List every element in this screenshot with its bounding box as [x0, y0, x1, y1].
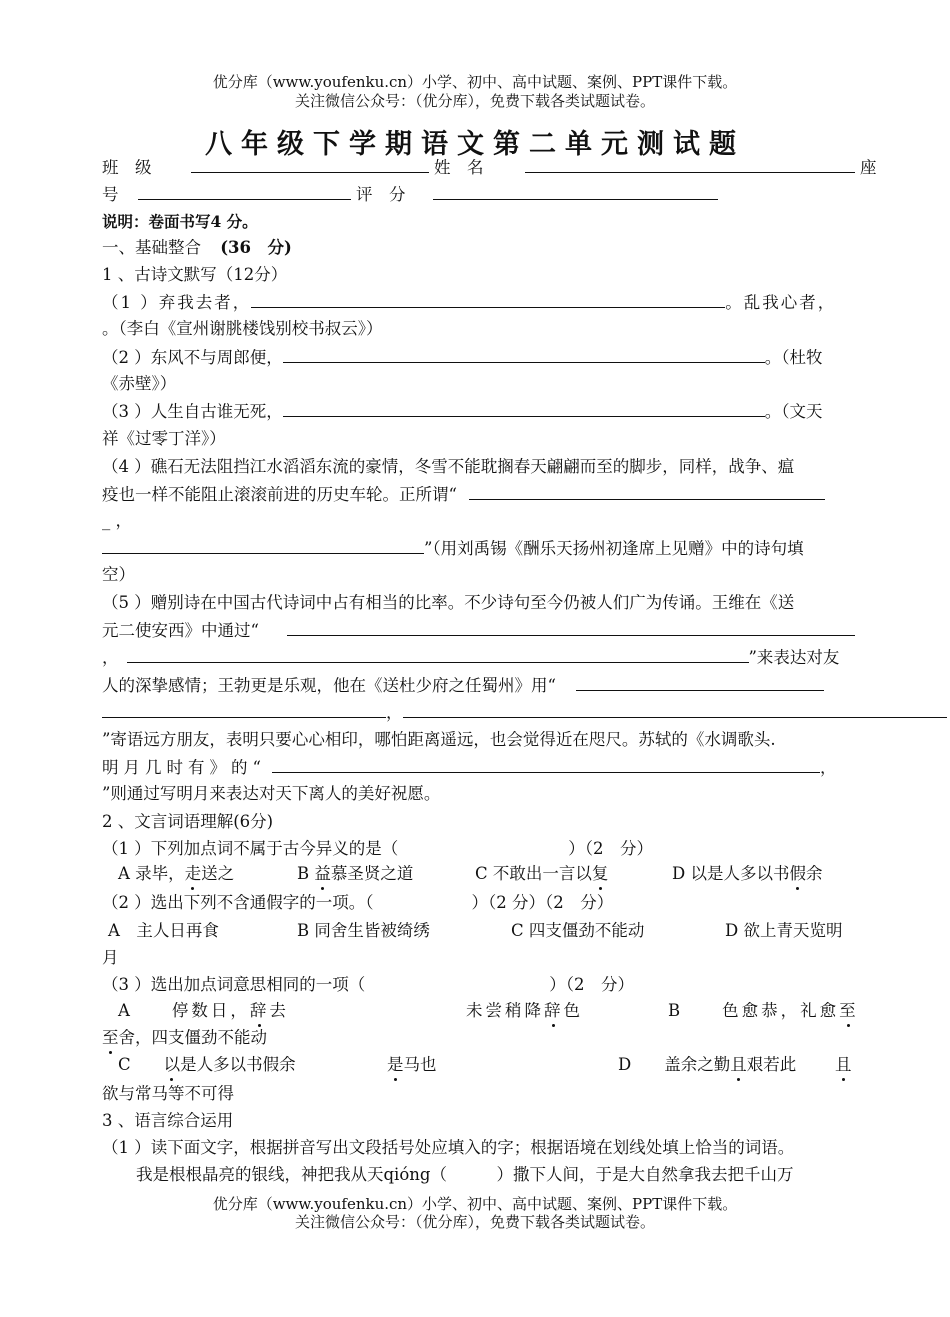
q1-5-blank-6[interactable] — [272, 756, 820, 773]
q1-item-5-line-4: 人的深挚感情；王勃更是乐观，他在《送杜少府之任蜀州》用“ — [102, 674, 824, 697]
q1-4-blank-2[interactable] — [102, 537, 424, 554]
q2-2-option-d-wrap: 月 — [102, 948, 119, 967]
q1-item-4-line-3: _ ， — [102, 511, 132, 530]
page-header-line-1: 优分库（www.youfenku.cn）小学、初中、高中试题、案例、PPT课件下载。 — [212, 73, 738, 91]
q2-3-option-c-2[interactable]: 是马也 — [387, 1055, 437, 1074]
q1-item-1-source: 。（李白《宣州谢朓楼饯别校书叔云》） — [102, 319, 383, 338]
q1-item-1: （1 ）弃我去者， 。乱我心者， — [102, 293, 837, 312]
q2-3-option-d-1[interactable]: D 盖余之勤且艰若此 — [618, 1055, 797, 1074]
class-label: 班 级 — [102, 158, 152, 177]
question-3-title: 3 、语言综合运用 — [102, 1111, 234, 1130]
class-name-row — [102, 156, 877, 179]
q1-item-5-line-3: ， ”来表达对友 — [102, 648, 840, 667]
q2-item-3: （3 ）选出加点词意思相同的一项（ ）（2 分） — [102, 975, 634, 994]
q2-3-option-b-2[interactable]: 至舍，四支僵劲不能动 — [102, 1028, 267, 1047]
q2-3-option-d-2[interactable]: 且 — [835, 1055, 852, 1074]
q2-1-option-d[interactable]: D 以是人多以书假余 — [672, 864, 823, 883]
q3-item-1: （1 ）读下面文字，根据拼音写出文段括号处应填入的字；根据语境在划线处填上恰当的词语。 — [102, 1138, 795, 1157]
q1-item-5-line-2: 元二使安西》中通过“ — [102, 619, 855, 642]
q2-item-2: （2 ）选出下列不含通假字的一项。（ ）（2 分）（2 分） — [102, 893, 614, 912]
class-blank[interactable] — [191, 156, 429, 173]
q1-item-4-line-5: 空） — [102, 565, 135, 584]
seat-blank[interactable] — [138, 183, 351, 200]
q2-2-option-a[interactable]: A 主人日再食 — [108, 921, 219, 940]
page-footer-line-2: 关注微信公众号：（优分库），免费下载各类试题试卷。 — [294, 1213, 655, 1231]
q1-item-5-line-7: 明月几时有》的“ ， — [102, 758, 842, 777]
q2-3-option-a-1[interactable]: A 停数日，辞去 — [118, 1001, 289, 1020]
q1-5-blank-5[interactable] — [403, 701, 947, 718]
score-label: 评 分 — [356, 185, 406, 204]
q1-item-4-line-4: ”（用刘禹锡《酬乐天扬州初逢席上见赠》中的诗句填 — [102, 537, 804, 560]
q2-3-option-d-3: 欲与常马等不可得 — [102, 1084, 234, 1103]
q2-3-option-a-2[interactable]: 未尝稍降辞色 — [466, 1001, 583, 1020]
q1-item-3: （3 ）人生自古谁无死， 。（文天 — [102, 402, 823, 421]
q2-2-option-d[interactable]: D 欲上青天览明 — [725, 921, 843, 940]
q2-3-option-b-1[interactable]: B 色愈恭，礼愈至 — [668, 1001, 859, 1020]
q2-1-option-b[interactable]: B 益慕圣贤之道 — [297, 864, 414, 883]
q1-item-5-line-1: （5 ）赠别诗在中国古代诗词中占有相当的比率。不少诗句至今仍被人们广为传诵。王维在《送 — [102, 593, 795, 612]
q2-1-option-c[interactable]: C 不敢出一言以复 — [475, 864, 609, 883]
q2-1-option-a[interactable]: A 录毕，走送之 — [118, 864, 235, 883]
question-2-title: 2 、文言词语理解(6分) — [102, 812, 274, 831]
q1-item-2: （2 ）东风不与周郎便， 。（杜牧 — [102, 348, 823, 367]
q1-item-5-line-8: ”则通过写明月来表达对天下离人的美好祝愿。 — [102, 784, 441, 803]
score-blank[interactable] — [433, 183, 718, 200]
question-1-title: 1 、古诗文默写（12分） — [102, 265, 288, 284]
q1-1-blank[interactable] — [251, 291, 725, 308]
q2-item-1: （1 ）下列加点词不属于古今异义的是（ ）（2 分） — [102, 839, 653, 858]
q1-item-5-line-5: ， — [102, 701, 947, 724]
name-label: 姓 名 — [434, 158, 484, 177]
seat-label-2: 号 — [102, 185, 119, 204]
page-header-line-2: 关注微信公众号：（优分库），免费下载各类试题试卷。 — [294, 92, 655, 110]
page-footer-line-1: 优分库（www.youfenku.cn）小学、初中、高中试题、案例、PPT课件下载。 — [212, 1195, 738, 1213]
q1-3-blank[interactable] — [283, 400, 765, 417]
instructions-note: 说明：卷面书写4 分。 — [102, 212, 258, 231]
q1-5-blank-1[interactable] — [287, 619, 855, 636]
q1-5-blank-3[interactable] — [576, 674, 824, 691]
q1-item-3-source: 祥《过零丁洋》） — [102, 429, 226, 448]
q2-2-option-c[interactable]: C 四支僵劲不能动 — [511, 921, 645, 940]
q1-2-blank[interactable] — [283, 346, 765, 363]
q1-5-blank-2[interactable] — [127, 646, 749, 663]
section-1-heading: 一、基础整合 (36 分) — [102, 238, 292, 257]
q1-item-4-line-2: 疫也一样不能阻止滚滚前进的历史车轮。正所谓“ — [102, 483, 825, 506]
q1-item-4-line-1: （4 ）礁石无法阻挡江水滔滔东流的豪情，冬雪不能耽搁春天翩翩而至的脚步，同样，战争、瘟 — [102, 457, 795, 476]
q2-3-option-c-1[interactable]: C 以是人多以书假余 — [118, 1055, 296, 1074]
name-blank[interactable] — [525, 156, 855, 173]
seat-score-row — [102, 183, 718, 206]
q1-5-blank-4[interactable] — [102, 701, 386, 718]
q1-item-2-source: 《赤壁》） — [102, 374, 177, 393]
q3-item-1-text: 我是根根晶亮的银线，神把我从天qióng（ ）撒下人间，于是大自然拿我去把千山万 — [136, 1165, 794, 1184]
seat-label: 座 — [860, 158, 877, 177]
q2-2-option-b[interactable]: B 同舍生皆被绮绣 — [297, 921, 430, 940]
q1-item-5-line-6: ”寄语远方朋友，表明只要心心相印，哪怕距离遥远，也会觉得近在咫尺。苏轼的《水调歌头. — [102, 730, 776, 749]
q1-4-blank-1[interactable] — [469, 483, 825, 500]
page-title: 八年级下学期语文第二单元测试题 — [205, 129, 745, 160]
